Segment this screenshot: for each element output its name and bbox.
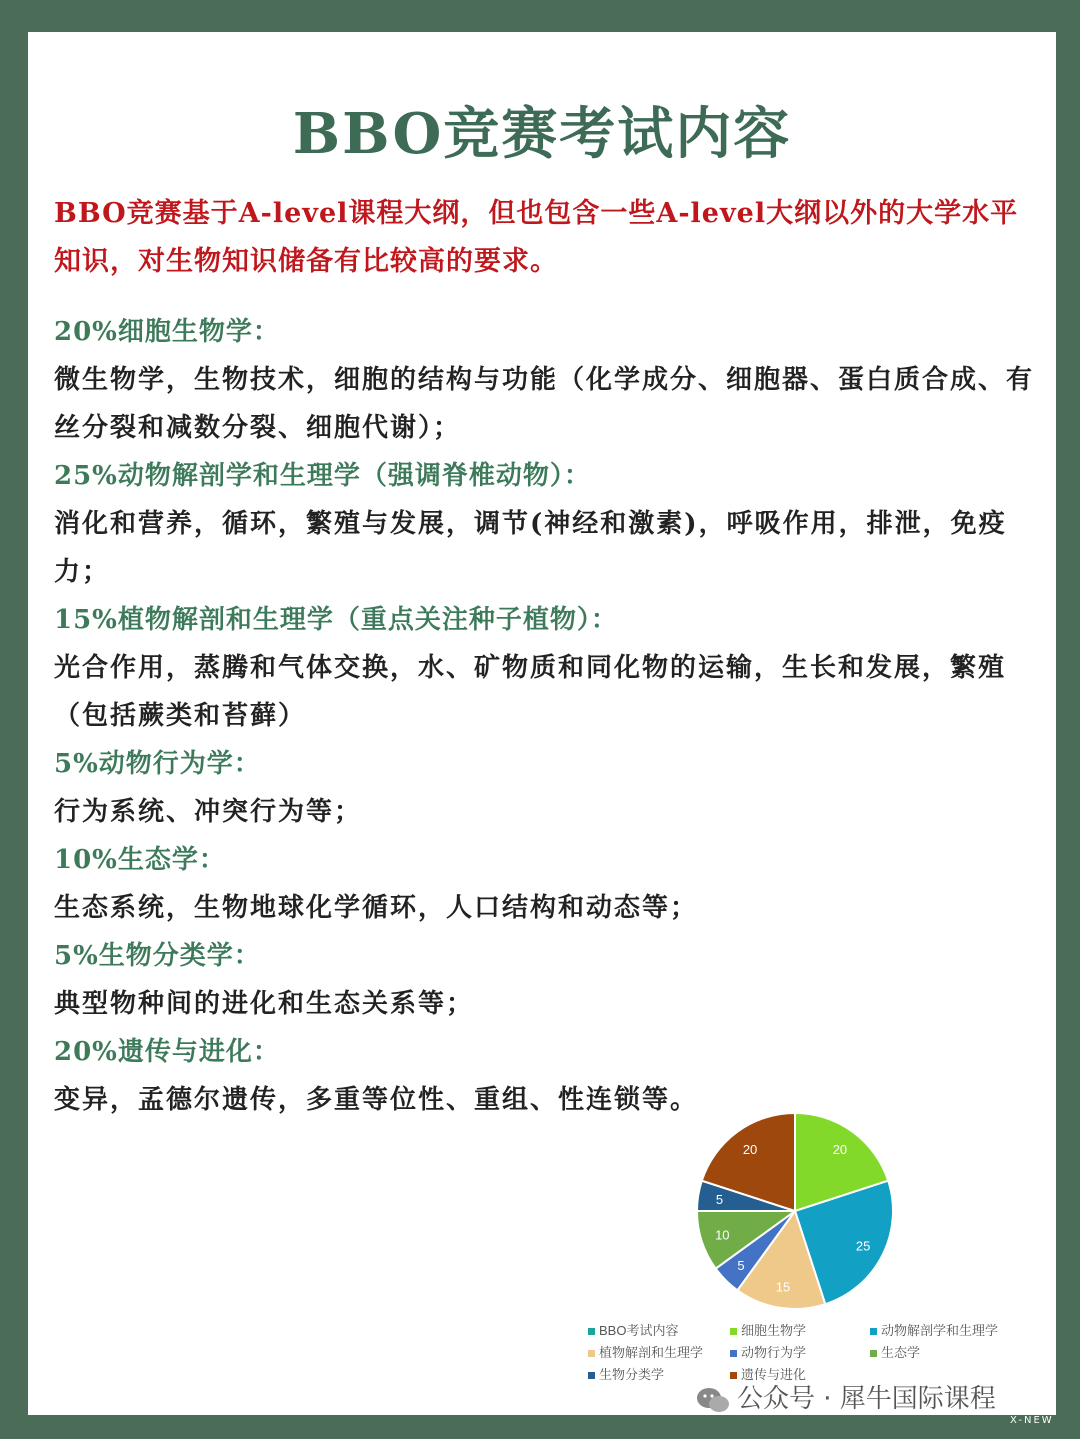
pie-chart [660, 1075, 920, 1319]
legend-item [870, 1342, 920, 1361]
legend-label: BBO考试内容 [599, 1323, 679, 1338]
section-heading: 15%植物解剖和生理学（重点关注种子植物）： [54, 605, 618, 635]
legend-swatch [870, 1328, 877, 1335]
pie-data-label: 5 [737, 1258, 745, 1274]
legend-label: 细胞生物学 [741, 1323, 807, 1338]
pie-data-label: 25 [855, 1238, 871, 1254]
section-body: 典型物种间的进化和生态关系等； [54, 989, 475, 1019]
pie-data-label: 20 [742, 1142, 758, 1158]
section-heading: 20%细胞生物学： [54, 317, 280, 347]
legend-swatch [588, 1328, 595, 1335]
legend-swatch [588, 1372, 595, 1379]
section-heading: 20%遗传与进化： [54, 1037, 280, 1067]
section-list [54, 308, 1044, 1124]
section-body: 微生物学，生物技术，细胞的结构与功能（化学成分、细胞器、蛋白质合成、有丝分裂和减数分裂、细胞代谢）； [54, 365, 1035, 443]
section-heading: 25%动物解剖学和生理学（强调脊椎动物）： [54, 461, 591, 491]
legend-item [730, 1342, 806, 1361]
legend-label: 动物行为学 [741, 1345, 807, 1360]
wechat-icon [695, 1385, 731, 1415]
page-title: BBO竞赛考试内容 [292, 101, 792, 167]
legend-item [730, 1320, 806, 1339]
intro-paragraph: BBO竞赛基于A-level课程大纲，但也包含一些A-level大纲以外的大学水平知识，对生物知识储备有比较高的要求。 [54, 198, 1019, 277]
pie-data-label: 15 [775, 1279, 791, 1295]
legend-item [870, 1320, 998, 1339]
section-body: 生态系统，生物地球化学循环，人口结构和动态等； [54, 893, 699, 923]
pie-data-label: 5 [715, 1192, 724, 1208]
pie-chart-svg [660, 1075, 920, 1315]
watermark-text: 公众号 · 犀牛国际课程 [737, 1384, 996, 1414]
legend-swatch [588, 1350, 595, 1357]
legend-item [588, 1320, 678, 1339]
section-body: 行为系统、冲突行为等； [54, 797, 363, 827]
section-body: 变异，孟德尔遗传，多重等位性、重组、性连锁等。 [54, 1085, 699, 1115]
section-body: 消化和营养，循环，繁殖与发展，调节(神经和激素)，呼吸作用，排泄，免疫力； [54, 509, 1007, 587]
section-body: 光合作用，蒸腾和气体交换，水、矿物质和同化物的运输，生长和发展，繁殖（包括蕨类和苔藓） [54, 653, 1007, 731]
legend-label: 生物分类学 [599, 1367, 665, 1382]
legend-swatch [870, 1350, 877, 1357]
legend-label: 植物解剖和生理学 [599, 1345, 704, 1360]
section-heading: 5%动物行为学： [54, 749, 261, 779]
brand-mark: X-NEW [1010, 1415, 1054, 1426]
legend-label: 动物解剖学和生理学 [881, 1323, 999, 1338]
legend-swatch [730, 1328, 737, 1335]
legend-item [588, 1364, 664, 1383]
legend-item [588, 1342, 703, 1361]
pie-data-label: 10 [715, 1227, 730, 1243]
section-heading: 10%生态学： [54, 845, 226, 875]
legend-label: 生态学 [881, 1345, 921, 1360]
legend-label: 遗传与进化 [741, 1367, 807, 1382]
pie-data-label: 20 [832, 1142, 848, 1158]
watermark [695, 1378, 996, 1415]
legend-swatch [730, 1350, 737, 1357]
section-heading: 5%生物分类学： [54, 941, 261, 971]
